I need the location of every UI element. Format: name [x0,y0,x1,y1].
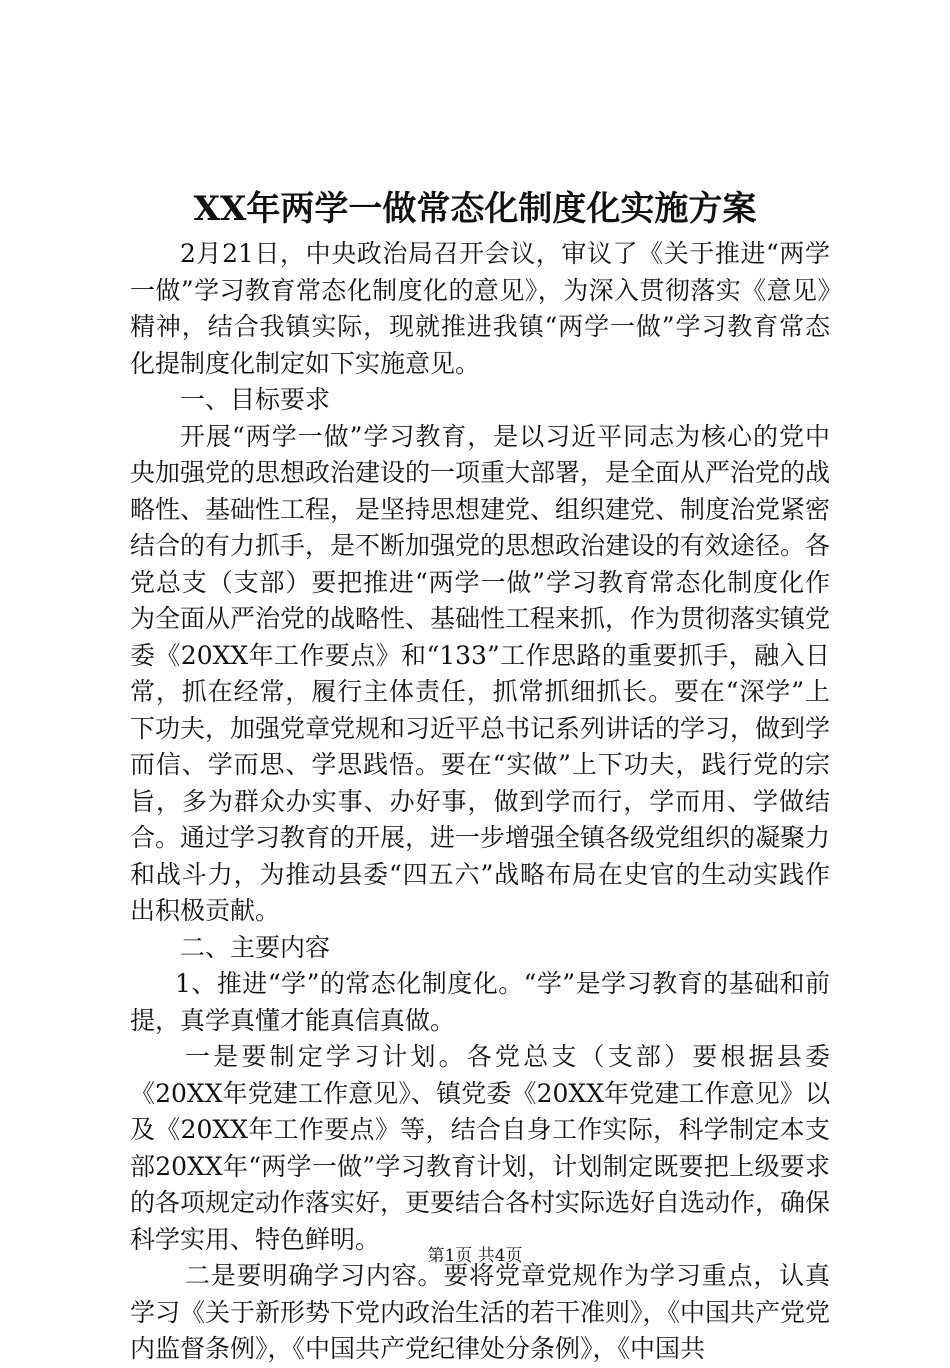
content-item-1: 1、推进“学”的常态化制度化。“学”是学习教育的基础和前提，真学真懂才能真信真做。 [130,969,830,1035]
section-heading-content: 二、主要内容 [180,932,331,962]
document-body [130,236,830,1368]
document-title: XX年两学一做常态化制度化实施方案 [193,189,757,229]
page-number: 第1页 共4页 [427,1246,523,1266]
study-plan-paragraph: 一是要制定学习计划。各党总支（支部）要根据县委《20XX年党建工作意见》、镇党委《20XX年党建工作意见》以及《20XX年工作要点》等，结合自身工作实际，科学制定本支部20XX年“两学一做”学习教育计划，计划制定既要把上级要求的各项规定动作落实好，更要结合各村实际选好自选动作，确保科学实用、特色鲜明。 [130,1042,831,1254]
goals-paragraph: 开展“两学一做”学习教育，是以习近平同志为核心的党中央加强党的思想政治建设的一项重大部署，是全面从严治党的战略性、基础性工程，是坚持思想建党、组织建党、制度治党紧密结合的有力抓手，是不断加强党的思想政治建设的有效途径。各党总支（支部）要把推进“两学一做”学习教育常态化制度化作为全面从严治党的战略性、基础性工程来抓，作为贯彻落实镇党委《20XX年工作要点》和“133”工作思路的重要抓手，融入日常，抓在经常，履行主体责任，抓常抓细抓长。要在“深学”上下功夫，加强党章党规和习近平总书记系列讲话的学习，做到学而信、学而思、学思践悟。要在“实做”上下功夫，践行党的宗旨，多为群众办实事、办好事，做到学而行，学而用、学做结合。通过学习教育的开展，进一步增强全镇各级党组织的凝聚力和战斗力，为推动县委“四五六”战略布局在史官的生动实践作出积极贡献。 [130,421,831,925]
study-content-paragraph: 二是要明确学习内容。要将党章党规作为学习重点，认真学习《关于新形势下党内政治生活的若干准则》，《中国共产党党内监督条例》，《中国共产党纪律处分条例》，《中国共 [130,1261,831,1363]
intro-paragraph: 2月21日，中央政治局召开会议，审议了《关于推进“两学一做”学习教育常态化制度化的意见》，为深入贯彻落实《意见》精神，结合我镇实际，现就推进我镇“两学一做”学习教育常态化提制度化制定如下实施意见。 [130,239,830,378]
section-heading-goals: 一、目标要求 [180,385,331,414]
